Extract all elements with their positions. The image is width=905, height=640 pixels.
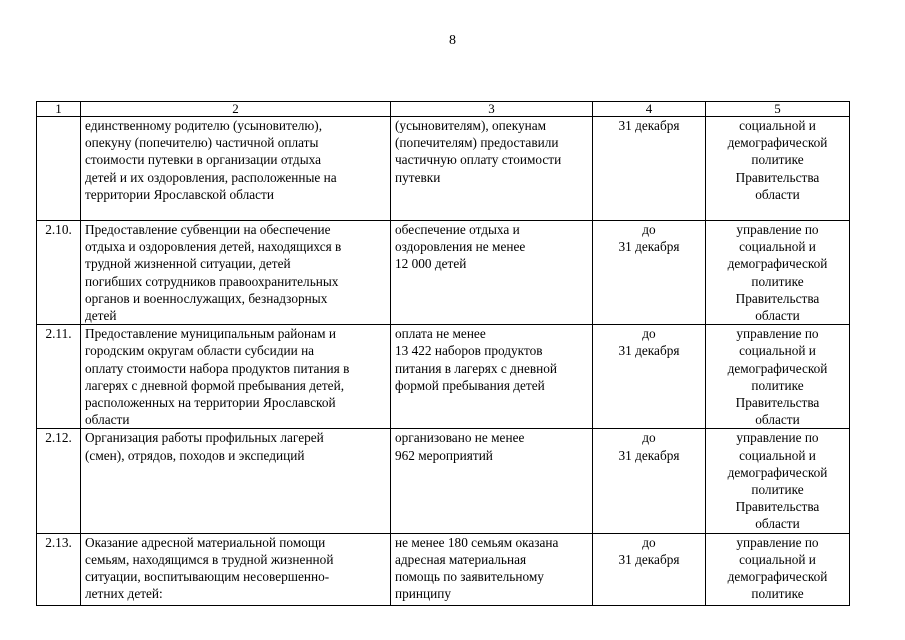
responsible-text: управление по социальной и демографической политике — [727, 534, 828, 602]
table-row — [37, 117, 850, 221]
measure-text: Предоставление муниципальным районам и городским округам области субсидии на оплату стоимости набора продуктов питания в лагерях с дневной формой пребывания детей, расположенных на территории Ярославской области — [85, 326, 350, 428]
row-number-cell: 2.11. — [37, 325, 81, 429]
measure-text: Предоставление субвенции на обеспечение отдыха и оздоровления детей, находящихся в трудной жизненной ситуации, детей погибших сотрудников правоохранительных органов и военнослужащих, безнадзорных детей — [85, 222, 342, 324]
result-text: обеспечение отдыха и оздоровления не менее 12 000 детей — [395, 222, 526, 272]
responsible-text: социальной и демографической политике Правительства области — [727, 118, 828, 202]
responsible-cell — [706, 533, 850, 605]
row-number-cell: 2.12. — [37, 429, 81, 533]
result-text: не менее 180 семьям оказана адресная материальная помощь по заявительному принципу — [395, 534, 559, 602]
result-cell — [391, 429, 593, 533]
action-plan-table — [36, 101, 850, 606]
responsible-cell — [706, 325, 850, 429]
row-number-cell — [37, 117, 81, 221]
column-header-5: 5 — [706, 102, 850, 117]
result-cell — [391, 533, 593, 605]
result-cell — [391, 325, 593, 429]
deadline-cell — [593, 117, 706, 221]
deadline-text: до 31 декабря — [618, 534, 680, 567]
measure-cell — [81, 325, 391, 429]
result-text: (усыновителям), опекунам (попечителям) предоставили частичную оплату стоимости путевки — [395, 118, 562, 185]
table-row — [37, 533, 850, 605]
deadline-cell — [593, 221, 706, 325]
column-header-2: 2 — [81, 102, 391, 117]
responsible-text: управление по социальной и демографической политике Правительства области — [727, 222, 828, 324]
deadline-cell — [593, 533, 706, 605]
table-row — [37, 221, 850, 325]
responsible-cell — [706, 117, 850, 221]
measure-cell — [81, 429, 391, 533]
table-row — [37, 325, 850, 429]
result-cell — [391, 117, 593, 221]
result-text: оплата не менее 13 422 наборов продуктов питания в лагерях с дневной формой пребывания детей — [395, 326, 558, 393]
deadline-text: до 31 декабря — [618, 222, 680, 255]
deadline-text: 31 декабря — [618, 118, 680, 133]
responsible-cell — [706, 429, 850, 533]
responsible-text: управление по социальной и демографической политике Правительства области — [727, 430, 828, 532]
table-row — [37, 429, 850, 533]
responsible-cell — [706, 221, 850, 325]
row-number-cell: 2.13. — [37, 533, 81, 605]
column-header-4: 4 — [593, 102, 706, 117]
deadline-cell — [593, 325, 706, 429]
column-header-3: 3 — [391, 102, 593, 117]
responsible-text: управление по социальной и демографической политике Правительства области — [727, 326, 828, 428]
deadline-text: до 31 декабря — [618, 326, 680, 359]
measure-cell — [81, 533, 391, 605]
measure-text: единственному родителю (усыновителю), опекуну (попечителю) частичной оплаты стоимости путевки в организации отдыха детей и их оздоровления, расположенные на территории Ярославской области — [85, 118, 337, 202]
row-number-cell: 2.10. — [37, 221, 81, 325]
measure-text: Оказание адресной материальной помощи семьям, находящимся в трудной жизненной ситуации, воспитывающим несовершенно- летних детей: — [85, 534, 334, 602]
deadline-text: до 31 декабря — [618, 430, 680, 463]
result-text: организовано не менее 962 мероприятий — [395, 430, 525, 463]
result-cell — [391, 221, 593, 325]
column-header-1: 1 — [37, 102, 81, 117]
deadline-cell — [593, 429, 706, 533]
measure-cell — [81, 221, 391, 325]
measure-cell — [81, 117, 391, 221]
page-number: 8 — [449, 33, 456, 48]
table-header-row — [37, 102, 850, 117]
measure-text: Организация работы профильных лагерей (смен), отрядов, походов и экспедиций — [85, 430, 324, 463]
